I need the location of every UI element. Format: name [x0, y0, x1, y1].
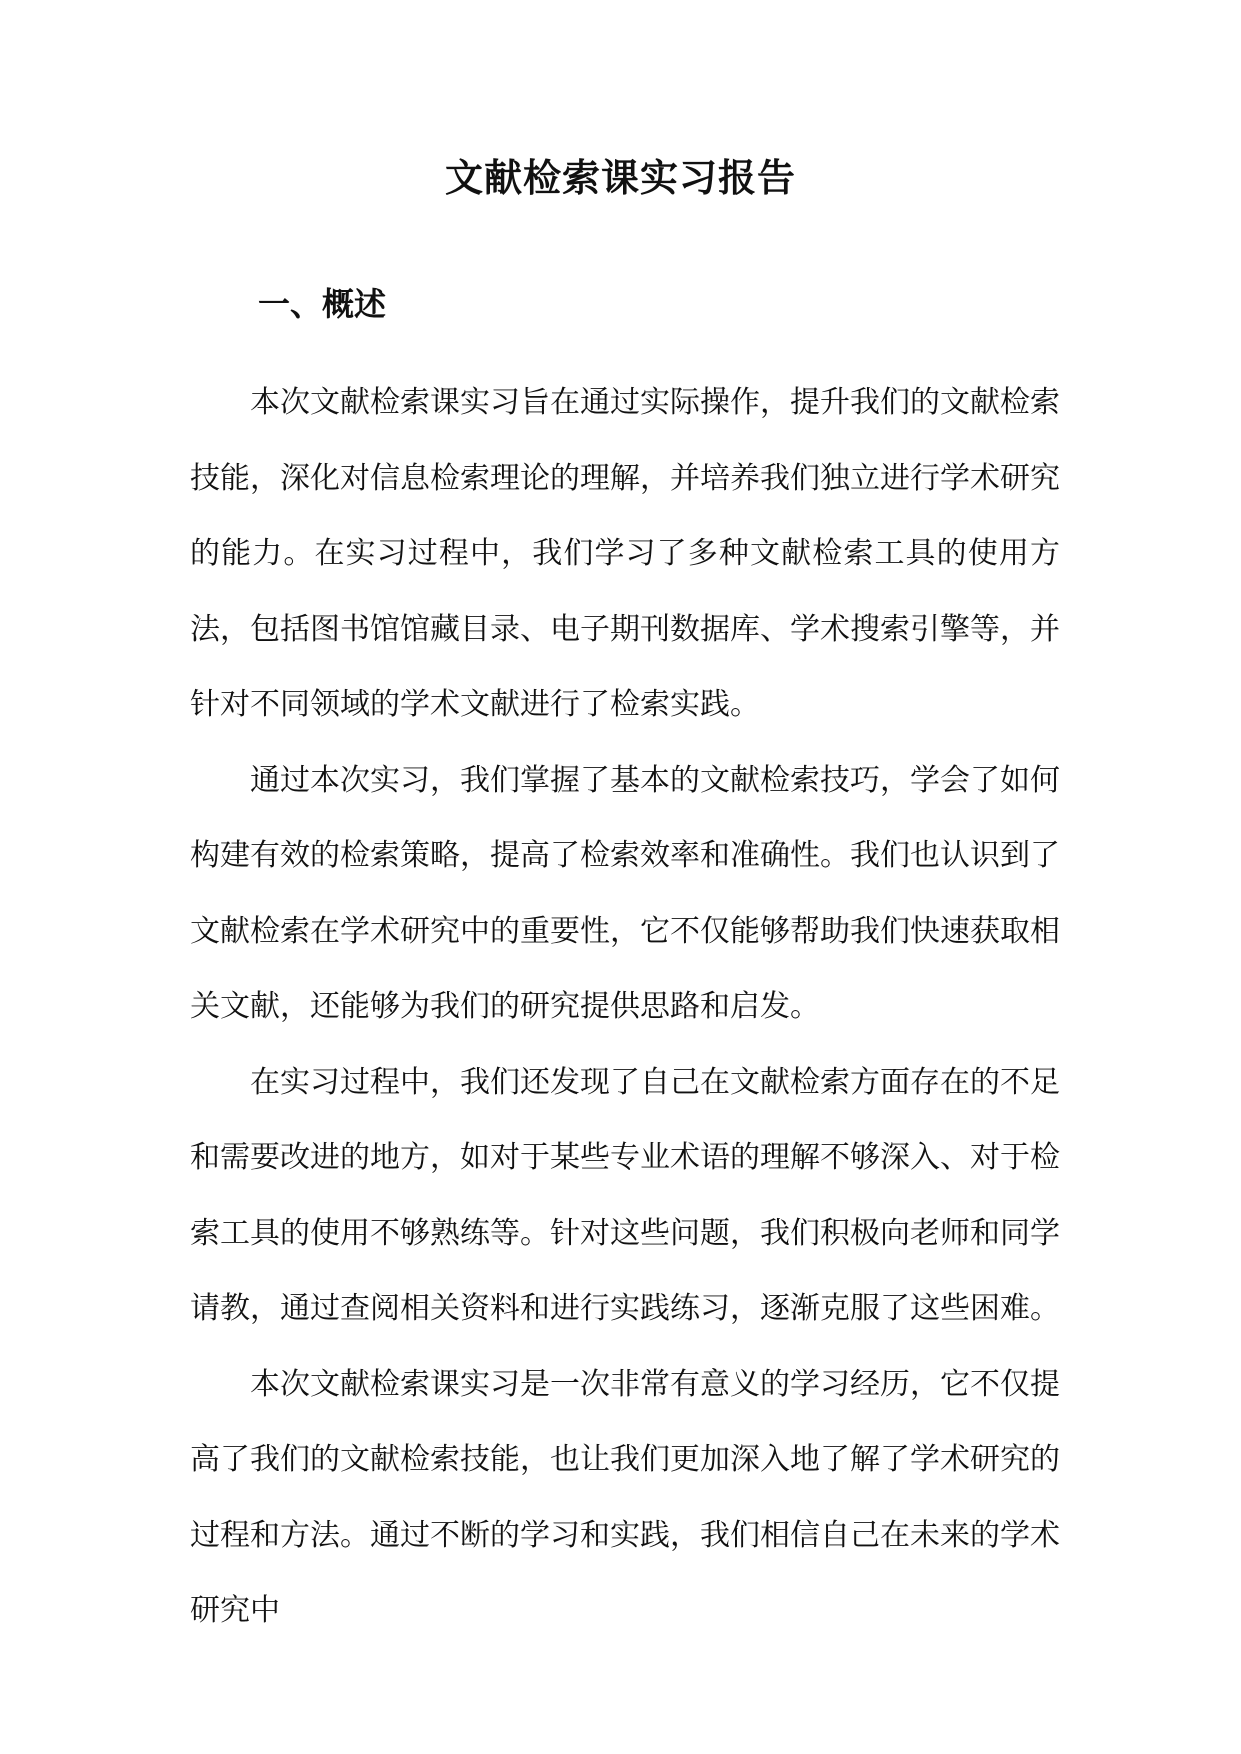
paragraph: 本次文献检索课实习是一次非常有意义的学习经历，它不仅提高了我们的文献检索技能，也让我们更加深入地了解了学术研究的过程和方法。通过不断的学习和实践，我们相信自己在未来的学术研究中 [190, 1366, 1060, 1628]
section-heading-overview: 一、概述 [258, 285, 387, 323]
paragraph: 通过本次实习，我们掌握了基本的文献检索技巧，学会了如何构建有效的检索策略，提高了检索效率和准确性。我们也认识到了文献检索在学术研究中的重要性，它不仅能够帮助我们快速获取相关文献，还能够为我们的研究提供思路和启发。 [190, 762, 1060, 1024]
section-body [190, 365, 1060, 1649]
paragraph: 在实习过程中，我们还发现了自己在文献检索方面存在的不足和需要改进的地方，如对于某些专业术语的理解不够深入、对于检索工具的使用不够熟练等。针对这些问题，我们积极向老师和同学请教，通过查阅相关资料和进行实践练习，逐渐克服了这些困难。 [190, 1064, 1060, 1326]
paragraph: 本次文献检索课实习旨在通过实际操作，提升我们的文献检索技能，深化对信息检索理论的理解，并培养我们独立进行学术研究的能力。在实习过程中，我们学习了多种文献检索工具的使用方法，包括图书馆馆藏目录、电子期刊数据库、学术搜索引擎等，并针对不同领域的学术文献进行了检索实践。 [190, 385, 1060, 722]
document-title: 文献检索课实习报告 [444, 155, 796, 200]
